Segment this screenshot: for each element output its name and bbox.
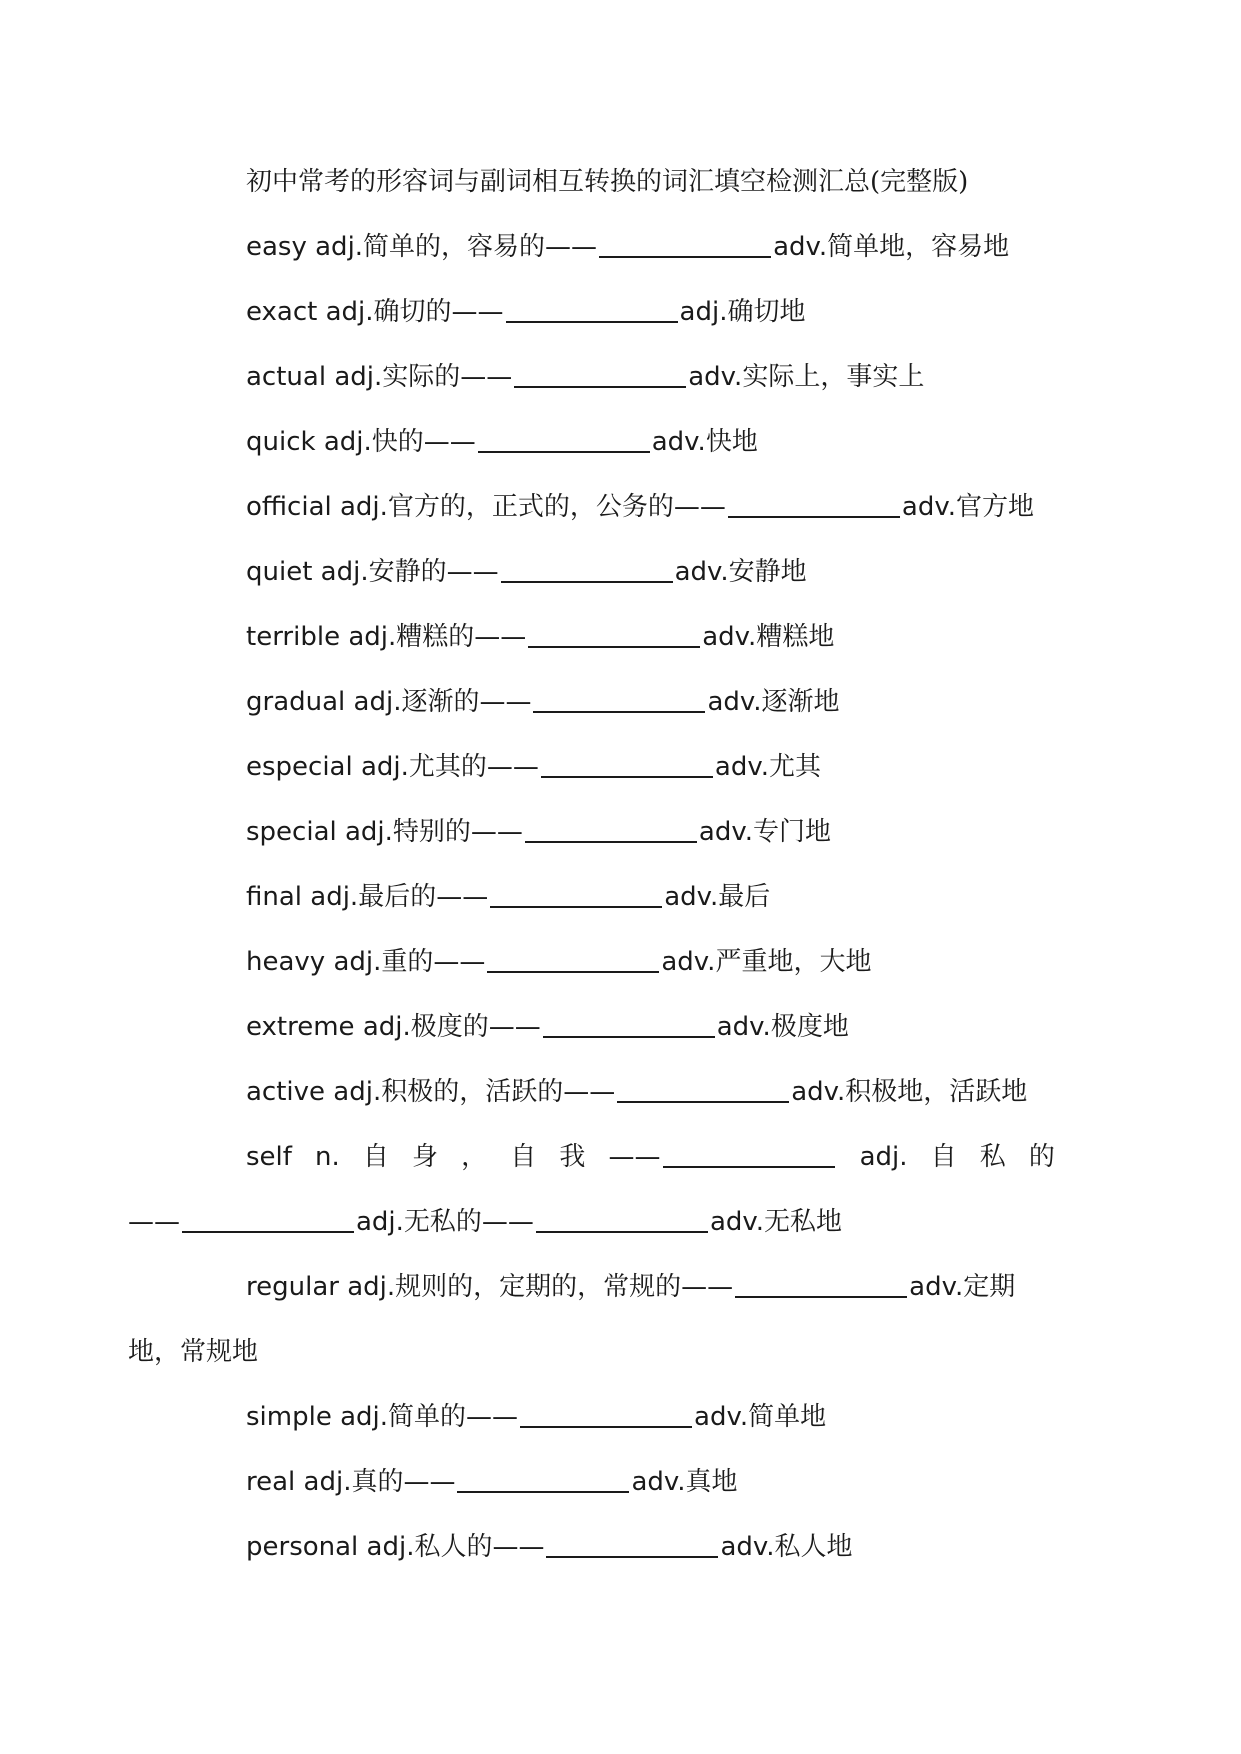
word-prompt: active adj.积极的，活跃的——: [246, 1077, 616, 1107]
exercise-line: [188, 670, 1055, 735]
answer-blank[interactable]: [506, 295, 678, 323]
answer-blank[interactable]: [478, 425, 650, 453]
word-hint: adj.: [859, 1142, 908, 1172]
word-prompt: special adj.特别的——: [246, 817, 523, 847]
answer-blank[interactable]: [528, 620, 700, 648]
word-prompt: real adj.真的——: [246, 1467, 456, 1497]
exercise-line: [188, 345, 1055, 410]
word-prompt: 自: [362, 1142, 389, 1172]
exercise-line: [188, 475, 1055, 540]
document-title: 初中常考的形容词与副词相互转换的词汇填空检测汇总(完整版): [246, 167, 969, 197]
document-body: [128, 150, 1055, 1580]
word-prompt: simple adj.简单的——: [246, 1402, 519, 1432]
word-prompt: self: [246, 1142, 292, 1172]
word-hint: adv.安静地: [674, 557, 807, 587]
answer-blank[interactable]: [514, 360, 686, 388]
word-hint: adv.官方地: [901, 492, 1034, 522]
word-prompt: personal adj.私人的——: [246, 1532, 545, 1562]
word-hint: adv.糟糕地: [702, 622, 835, 652]
word-prompt: actual adj.实际的——: [246, 362, 513, 392]
exercise-line-self-cont: [128, 1190, 1055, 1255]
answer-blank[interactable]: [599, 230, 771, 258]
word-prompt: especial adj.尤其的——: [246, 752, 539, 782]
exercise-line: [188, 865, 1055, 930]
answer-blank[interactable]: [663, 1140, 835, 1168]
answer-blank[interactable]: [541, 750, 713, 778]
answer-blank[interactable]: [182, 1205, 354, 1233]
word-hint: adv.极度地: [716, 1012, 849, 1042]
word-hint: adv.最后: [664, 882, 771, 912]
word-hint: adv.定期: [909, 1272, 1016, 1302]
word-prompt: 身: [412, 1142, 439, 1172]
exercise-line: [188, 800, 1055, 865]
word-prompt: regular adj.规则的，定期的，常规的——: [246, 1272, 734, 1302]
exercise-line: [188, 215, 1055, 280]
word-prompt: n.: [315, 1142, 340, 1172]
word-hint: adv.简单地: [694, 1402, 827, 1432]
exercise-line: [188, 1385, 1055, 1450]
word-hint: adv.专门地: [698, 817, 831, 847]
exercise-line: [188, 605, 1055, 670]
exercise-line-regular: [188, 1255, 1055, 1320]
answer-blank[interactable]: [520, 1400, 692, 1428]
answer-blank[interactable]: [543, 1010, 715, 1038]
answer-blank[interactable]: [536, 1205, 708, 1233]
exercise-line-self: [188, 1125, 1055, 1190]
word-hint: adv.真地: [631, 1467, 738, 1497]
answer-blank[interactable]: [546, 1530, 718, 1558]
exercise-line: [188, 280, 1055, 345]
word-prompt: final adj.最后的——: [246, 882, 489, 912]
word-prompt: heavy adj.重的——: [246, 947, 486, 977]
word-prompt: ——: [128, 1207, 180, 1237]
exercise-line: [188, 540, 1055, 605]
word-prompt: quiet adj.安静的——: [246, 557, 499, 587]
word-prompt: quick adj.快的——: [246, 427, 476, 457]
word-prompt: ——: [609, 1125, 837, 1190]
answer-blank[interactable]: [487, 945, 659, 973]
word-prompt: exact adj.确切的——: [246, 297, 504, 327]
word-hint: adv.逐渐地: [707, 687, 840, 717]
word-prompt: 我: [559, 1142, 586, 1172]
answer-blank[interactable]: [533, 685, 705, 713]
word-prompt: 自: [510, 1142, 537, 1172]
answer-blank[interactable]: [501, 555, 673, 583]
exercise-line: [188, 1450, 1055, 1515]
word-prompt: terrible adj.糟糕的——: [246, 622, 527, 652]
word-hint: adv.简单地，容易地: [773, 232, 1010, 262]
word-prompt: easy adj.简单的，容易的——: [246, 232, 598, 262]
exercise-list-bottom: [188, 1385, 1055, 1580]
answer-blank[interactable]: [525, 815, 697, 843]
word-hint: adv.快地: [651, 427, 758, 457]
exercise-line: [188, 735, 1055, 800]
exercise-line: [188, 995, 1055, 1060]
word-hint: adv.严重地，大地: [661, 947, 872, 977]
word-hint: adj.确切地: [679, 297, 806, 327]
word-hint: 的: [1028, 1142, 1055, 1172]
word-hint: 私: [979, 1142, 1006, 1172]
exercise-line: [188, 930, 1055, 995]
word-hint: adv.无私地: [709, 1207, 843, 1237]
exercise-line: [188, 410, 1055, 475]
word-hint: adj.无私的——: [356, 1207, 534, 1237]
answer-blank[interactable]: [728, 490, 900, 518]
word-prompt: extreme adj.极度的——: [246, 1012, 541, 1042]
word-hint: adv.实际上，事实上: [688, 362, 925, 392]
exercise-line: [188, 1060, 1055, 1125]
answer-blank[interactable]: [617, 1075, 789, 1103]
word-hint: adv.积极地，活跃地: [791, 1077, 1028, 1107]
word-hint: adv.私人地: [720, 1532, 853, 1562]
word-prompt: gradual adj.逐渐的——: [246, 687, 532, 717]
answer-blank[interactable]: [457, 1465, 629, 1493]
exercise-list-top: [188, 215, 1055, 1125]
word-prompt: ，: [461, 1142, 488, 1172]
word-hint: 自: [930, 1142, 957, 1172]
word-hint: 地，常规地: [128, 1337, 259, 1367]
answer-blank[interactable]: [735, 1270, 907, 1298]
exercise-line-regular-cont: [128, 1320, 1055, 1385]
exercise-line: [188, 1515, 1055, 1580]
answer-blank[interactable]: [490, 880, 662, 908]
word-hint: adv.尤其: [714, 752, 821, 782]
word-prompt: official adj.官方的，正式的，公务的——: [246, 492, 726, 522]
